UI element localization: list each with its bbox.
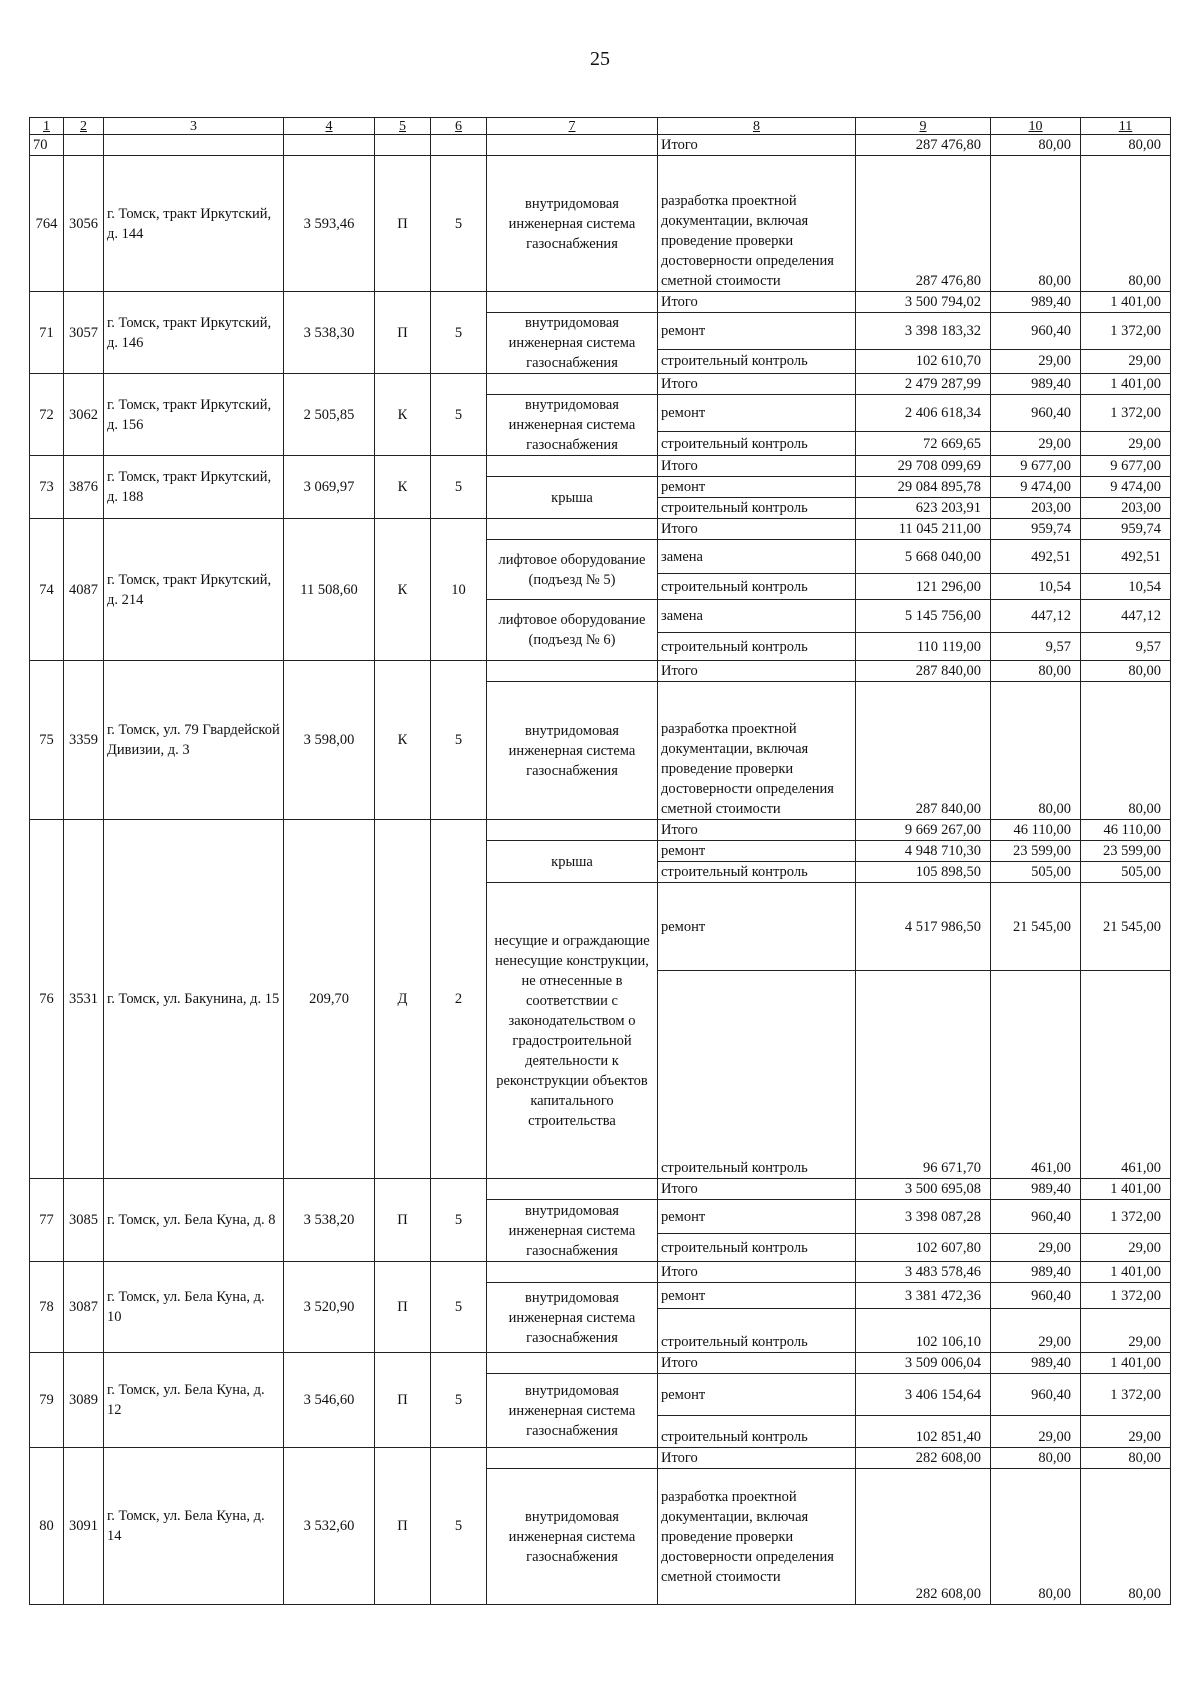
cost-limit: 29,00 bbox=[1081, 1416, 1171, 1448]
house-type: К bbox=[375, 456, 431, 519]
house-type: П bbox=[375, 1448, 431, 1605]
cost: 623 203,91 bbox=[856, 498, 991, 519]
cost-limit: 959,74 bbox=[1081, 519, 1171, 540]
cost-per-m2: 960,40 bbox=[991, 395, 1081, 432]
table-row bbox=[30, 1179, 1171, 1200]
table-row bbox=[30, 1262, 1171, 1283]
cost: 102 106,10 bbox=[856, 1309, 991, 1353]
work-type: строительный контроль bbox=[658, 1309, 856, 1353]
cost: 3 500 695,08 bbox=[856, 1179, 991, 1200]
work-type: Итого bbox=[658, 374, 856, 395]
area: 2 505,85 bbox=[284, 374, 375, 456]
house-id: 3089 bbox=[64, 1353, 104, 1448]
cost-limit: 505,00 bbox=[1081, 862, 1171, 883]
house-type bbox=[375, 135, 431, 156]
cost-limit: 80,00 bbox=[1081, 1448, 1171, 1469]
address: г. Томск, ул. Бела Куна, д. 8 bbox=[104, 1179, 284, 1262]
cost: 287 476,80 bbox=[856, 135, 991, 156]
cost-per-m2: 29,00 bbox=[991, 1234, 1081, 1262]
cost: 4 948 710,30 bbox=[856, 841, 991, 862]
cost-per-m2: 461,00 bbox=[991, 971, 1081, 1179]
table-row bbox=[30, 1353, 1171, 1374]
area: 3 538,20 bbox=[284, 1179, 375, 1262]
cost-limit: 1 401,00 bbox=[1081, 374, 1171, 395]
cost: 29 084 895,78 bbox=[856, 477, 991, 498]
header-cell: 9 bbox=[856, 118, 991, 135]
element-cell: внутридомовая инженерная система газоснабжения bbox=[487, 1469, 658, 1605]
address: г. Томск, ул. Бела Куна, д. 10 bbox=[104, 1262, 284, 1353]
work-type: Итого bbox=[658, 820, 856, 841]
cost-limit: 1 372,00 bbox=[1081, 1200, 1171, 1234]
area: 3 598,00 bbox=[284, 661, 375, 820]
house-type: П bbox=[375, 292, 431, 374]
capital-repair-table bbox=[29, 117, 1171, 1605]
cost-limit: 9 474,00 bbox=[1081, 477, 1171, 498]
work-type: разработка проектной документации, включая проведение проверки достоверности определения сметной стоимости bbox=[658, 682, 856, 820]
table-row bbox=[30, 456, 1171, 477]
work-type: Итого bbox=[658, 456, 856, 477]
row-number: 75 bbox=[30, 661, 64, 820]
cost: 3 398 183,32 bbox=[856, 313, 991, 350]
cost-per-m2: 9,57 bbox=[991, 633, 1081, 661]
house-id: 3056 bbox=[64, 156, 104, 292]
cost-limit: 80,00 bbox=[1081, 156, 1171, 292]
house-type: П bbox=[375, 1353, 431, 1448]
cost: 2 479 287,99 bbox=[856, 374, 991, 395]
cost-per-m2: 29,00 bbox=[991, 349, 1081, 373]
cost-limit: 21 545,00 bbox=[1081, 883, 1171, 971]
header-cell: 3 bbox=[104, 118, 284, 135]
work-type: ремонт bbox=[658, 477, 856, 498]
cost-limit: 46 110,00 bbox=[1081, 820, 1171, 841]
floors: 5 bbox=[431, 661, 487, 820]
cost-limit: 447,12 bbox=[1081, 600, 1171, 633]
house-id: 3057 bbox=[64, 292, 104, 374]
work-type: строительный контроль bbox=[658, 1234, 856, 1262]
header-cell: 2 bbox=[64, 118, 104, 135]
cost: 287 476,80 bbox=[856, 156, 991, 292]
cost: 5 668 040,00 bbox=[856, 540, 991, 574]
floors: 5 bbox=[431, 1262, 487, 1353]
cost-limit: 1 401,00 bbox=[1081, 1262, 1171, 1283]
house-id: 3062 bbox=[64, 374, 104, 456]
work-type: строительный контроль bbox=[658, 349, 856, 373]
house-type: К bbox=[375, 661, 431, 820]
work-type: ремонт bbox=[658, 841, 856, 862]
cost: 102 851,40 bbox=[856, 1416, 991, 1448]
cost: 72 669,65 bbox=[856, 432, 991, 456]
cost-per-m2: 23 599,00 bbox=[991, 841, 1081, 862]
cost: 4 517 986,50 bbox=[856, 883, 991, 971]
cost-per-m2: 960,40 bbox=[991, 1200, 1081, 1234]
house-id: 3531 bbox=[64, 820, 104, 1179]
cost-per-m2: 989,40 bbox=[991, 292, 1081, 313]
element-cell: внутридомовая инженерная система газоснабжения bbox=[487, 682, 658, 820]
row-number: 76 bbox=[30, 820, 64, 1179]
header-cell: 7 bbox=[487, 118, 658, 135]
floors: 5 bbox=[431, 1353, 487, 1448]
work-type: Итого bbox=[658, 1262, 856, 1283]
address: г. Томск, тракт Иркутский, д. 156 bbox=[104, 374, 284, 456]
cost-per-m2: 989,40 bbox=[991, 1353, 1081, 1374]
cost: 110 119,00 bbox=[856, 633, 991, 661]
address: г. Томск, тракт Иркутский, д. 214 bbox=[104, 519, 284, 661]
work-type: строительный контроль bbox=[658, 862, 856, 883]
area: 209,70 bbox=[284, 820, 375, 1179]
table-row bbox=[30, 374, 1171, 395]
cost: 3 483 578,46 bbox=[856, 1262, 991, 1283]
cost: 121 296,00 bbox=[856, 574, 991, 600]
element-cell: внутридомовая инженерная система газоснабжения bbox=[487, 1374, 658, 1448]
cost-limit: 1 401,00 bbox=[1081, 1179, 1171, 1200]
cost-limit: 1 372,00 bbox=[1081, 1374, 1171, 1416]
cost-per-m2: 80,00 bbox=[991, 682, 1081, 820]
cost-per-m2: 80,00 bbox=[991, 1448, 1081, 1469]
element-cell bbox=[487, 292, 658, 313]
area: 11 508,60 bbox=[284, 519, 375, 661]
work-type: ремонт bbox=[658, 1283, 856, 1309]
work-type: строительный контроль bbox=[658, 498, 856, 519]
work-type: ремонт bbox=[658, 395, 856, 432]
element-cell bbox=[487, 661, 658, 682]
cost: 105 898,50 bbox=[856, 862, 991, 883]
work-type: разработка проектной документации, включая проведение проверки достоверности определения сметной стоимости bbox=[658, 1469, 856, 1605]
cost-per-m2: 9 677,00 bbox=[991, 456, 1081, 477]
element-cell: внутридомовая инженерная система газоснабжения bbox=[487, 1200, 658, 1262]
header-cell: 1 bbox=[30, 118, 64, 135]
cost-per-m2: 9 474,00 bbox=[991, 477, 1081, 498]
cost-limit: 1 401,00 bbox=[1081, 292, 1171, 313]
cost-per-m2: 505,00 bbox=[991, 862, 1081, 883]
cost: 2 406 618,34 bbox=[856, 395, 991, 432]
cost: 3 500 794,02 bbox=[856, 292, 991, 313]
area: 3 546,60 bbox=[284, 1353, 375, 1448]
element-cell bbox=[487, 1179, 658, 1200]
cost: 282 608,00 bbox=[856, 1448, 991, 1469]
cost-limit: 29,00 bbox=[1081, 432, 1171, 456]
house-type: К bbox=[375, 519, 431, 661]
cost-per-m2: 960,40 bbox=[991, 313, 1081, 350]
element-cell: лифтовое оборудование (подъезд № 5) bbox=[487, 540, 658, 600]
page-number: 25 bbox=[590, 48, 610, 70]
cost: 287 840,00 bbox=[856, 682, 991, 820]
address: г. Томск, ул. 79 Гвардейской Дивизии, д. 3 bbox=[104, 661, 284, 820]
header-row bbox=[30, 118, 1171, 135]
cost: 3 381 472,36 bbox=[856, 1283, 991, 1309]
work-type: строительный контроль bbox=[658, 633, 856, 661]
house-id: 3359 bbox=[64, 661, 104, 820]
cost-per-m2: 46 110,00 bbox=[991, 820, 1081, 841]
house-type: К bbox=[375, 374, 431, 456]
table-row bbox=[30, 292, 1171, 313]
element-cell: внутридомовая инженерная система газоснабжения bbox=[487, 395, 658, 456]
cost-per-m2: 29,00 bbox=[991, 1416, 1081, 1448]
house-type: Д bbox=[375, 820, 431, 1179]
row-number: 74 bbox=[30, 519, 64, 661]
table-row bbox=[30, 820, 1171, 841]
cost-per-m2: 80,00 bbox=[991, 135, 1081, 156]
element-cell: лифтовое оборудование (подъезд № 6) bbox=[487, 600, 658, 661]
address: г. Томск, ул. Бела Куна, д. 12 bbox=[104, 1353, 284, 1448]
area: 3 069,97 bbox=[284, 456, 375, 519]
element-cell: внутридомовая инженерная система газоснабжения bbox=[487, 1283, 658, 1353]
work-type: ремонт bbox=[658, 1374, 856, 1416]
row-number: 80 bbox=[30, 1448, 64, 1605]
cost-per-m2: 29,00 bbox=[991, 432, 1081, 456]
cost: 102 610,70 bbox=[856, 349, 991, 373]
header-cell: 6 bbox=[431, 118, 487, 135]
work-type: строительный контроль bbox=[658, 971, 856, 1179]
cost-per-m2: 10,54 bbox=[991, 574, 1081, 600]
work-type: Итого bbox=[658, 519, 856, 540]
cost-per-m2: 203,00 bbox=[991, 498, 1081, 519]
cost: 3 398 087,28 bbox=[856, 1200, 991, 1234]
floors: 5 bbox=[431, 292, 487, 374]
floors: 5 bbox=[431, 1179, 487, 1262]
area: 3 532,60 bbox=[284, 1448, 375, 1605]
cost-limit: 1 401,00 bbox=[1081, 1353, 1171, 1374]
cost-per-m2: 960,40 bbox=[991, 1283, 1081, 1309]
cost: 102 607,80 bbox=[856, 1234, 991, 1262]
cost-per-m2: 989,40 bbox=[991, 1179, 1081, 1200]
header-cell: 8 bbox=[658, 118, 856, 135]
cost-limit: 29,00 bbox=[1081, 349, 1171, 373]
table-row bbox=[30, 519, 1171, 540]
house-id: 4087 bbox=[64, 519, 104, 661]
address: г. Томск, ул. Бакунина, д. 15 bbox=[104, 820, 284, 1179]
element-cell: внутридомовая инженерная система газоснабжения bbox=[487, 156, 658, 292]
cost: 5 145 756,00 bbox=[856, 600, 991, 633]
house-id: 3091 bbox=[64, 1448, 104, 1605]
address bbox=[104, 135, 284, 156]
cost-per-m2: 989,40 bbox=[991, 1262, 1081, 1283]
cost-limit: 9,57 bbox=[1081, 633, 1171, 661]
address: г. Томск, ул. Бела Куна, д. 14 bbox=[104, 1448, 284, 1605]
cost-per-m2: 80,00 bbox=[991, 1469, 1081, 1605]
element-cell bbox=[487, 519, 658, 540]
element-cell: крыша bbox=[487, 477, 658, 519]
cost: 3 509 006,04 bbox=[856, 1353, 991, 1374]
work-type: ремонт bbox=[658, 313, 856, 350]
row-number: 71 bbox=[30, 292, 64, 374]
element-cell bbox=[487, 1262, 658, 1283]
work-type: строительный контроль bbox=[658, 574, 856, 600]
house-id bbox=[64, 135, 104, 156]
work-type: ремонт bbox=[658, 1200, 856, 1234]
row-number: 77 bbox=[30, 1179, 64, 1262]
cost: 9 669 267,00 bbox=[856, 820, 991, 841]
floors: 5 bbox=[431, 456, 487, 519]
work-type: Итого bbox=[658, 292, 856, 313]
work-type: Итого bbox=[658, 1353, 856, 1374]
cost-limit: 492,51 bbox=[1081, 540, 1171, 574]
cost-limit: 29,00 bbox=[1081, 1234, 1171, 1262]
header-cell: 10 bbox=[991, 118, 1081, 135]
row-number: 73 bbox=[30, 456, 64, 519]
element-cell bbox=[487, 374, 658, 395]
house-id: 3876 bbox=[64, 456, 104, 519]
cost-limit: 461,00 bbox=[1081, 971, 1171, 1179]
header-cell: 11 bbox=[1081, 118, 1171, 135]
work-type: Итого bbox=[658, 135, 856, 156]
area: 3 538,30 bbox=[284, 292, 375, 374]
table-row bbox=[30, 156, 1171, 292]
row-number: 78 bbox=[30, 1262, 64, 1353]
work-type: ремонт bbox=[658, 883, 856, 971]
cost: 96 671,70 bbox=[856, 971, 991, 1179]
cost-per-m2: 21 545,00 bbox=[991, 883, 1081, 971]
house-id: 3087 bbox=[64, 1262, 104, 1353]
cost-limit: 80,00 bbox=[1081, 661, 1171, 682]
cost-per-m2: 29,00 bbox=[991, 1309, 1081, 1353]
address: г. Томск, тракт Иркутский, д. 146 bbox=[104, 292, 284, 374]
address: г. Томск, тракт Иркутский, д. 188 bbox=[104, 456, 284, 519]
work-type: строительный контроль bbox=[658, 432, 856, 456]
floors: 5 bbox=[431, 374, 487, 456]
floors: 10 bbox=[431, 519, 487, 661]
cost-limit: 10,54 bbox=[1081, 574, 1171, 600]
house-type: П bbox=[375, 1179, 431, 1262]
cost-limit: 203,00 bbox=[1081, 498, 1171, 519]
table-row bbox=[30, 661, 1171, 682]
cost-per-m2: 80,00 bbox=[991, 661, 1081, 682]
work-type: разработка проектной документации, включая проведение проверки достоверности определения сметной стоимости bbox=[658, 156, 856, 292]
cost-limit: 80,00 bbox=[1081, 1469, 1171, 1605]
area: 3 520,90 bbox=[284, 1262, 375, 1353]
floors: 2 bbox=[431, 820, 487, 1179]
floors: 5 bbox=[431, 156, 487, 292]
house-type: П bbox=[375, 1262, 431, 1353]
element-cell bbox=[487, 1448, 658, 1469]
floors bbox=[431, 135, 487, 156]
cost-limit: 80,00 bbox=[1081, 682, 1171, 820]
work-type: Итого bbox=[658, 661, 856, 682]
header-cell: 5 bbox=[375, 118, 431, 135]
work-type: замена bbox=[658, 600, 856, 633]
work-type: Итого bbox=[658, 1179, 856, 1200]
element-cell bbox=[487, 456, 658, 477]
table-row bbox=[30, 135, 1171, 156]
cost: 287 840,00 bbox=[856, 661, 991, 682]
row-number: 72 bbox=[30, 374, 64, 456]
element-cell bbox=[487, 135, 658, 156]
area bbox=[284, 135, 375, 156]
cost-per-m2: 959,74 bbox=[991, 519, 1081, 540]
cost: 3 406 154,64 bbox=[856, 1374, 991, 1416]
row-number: 764 bbox=[30, 156, 64, 292]
cost-limit: 9 677,00 bbox=[1081, 456, 1171, 477]
element-cell: внутридомовая инженерная система газоснабжения bbox=[487, 313, 658, 374]
house-id: 3085 bbox=[64, 1179, 104, 1262]
cost-per-m2: 492,51 bbox=[991, 540, 1081, 574]
row-number: 79 bbox=[30, 1353, 64, 1448]
work-type: строительный контроль bbox=[658, 1416, 856, 1448]
house-type: П bbox=[375, 156, 431, 292]
cost-limit: 1 372,00 bbox=[1081, 395, 1171, 432]
cost-limit: 23 599,00 bbox=[1081, 841, 1171, 862]
cost-limit: 1 372,00 bbox=[1081, 313, 1171, 350]
floors: 5 bbox=[431, 1448, 487, 1605]
row-number: 70 bbox=[30, 135, 64, 156]
element-cell bbox=[487, 820, 658, 841]
cost-per-m2: 447,12 bbox=[991, 600, 1081, 633]
element-cell: несущие и ограждающие ненесущие конструкции, не отнесенные в соответствии с законодательством о градостроительной деятельности к реконструкции объектов капитального строительства bbox=[487, 883, 658, 1179]
work-type: Итого bbox=[658, 1448, 856, 1469]
header-cell: 4 bbox=[284, 118, 375, 135]
cost-per-m2: 960,40 bbox=[991, 1374, 1081, 1416]
element-cell bbox=[487, 1353, 658, 1374]
address: г. Томск, тракт Иркутский, д. 144 bbox=[104, 156, 284, 292]
table-row bbox=[30, 1448, 1171, 1469]
cost: 29 708 099,69 bbox=[856, 456, 991, 477]
cost: 11 045 211,00 bbox=[856, 519, 991, 540]
element-cell: крыша bbox=[487, 841, 658, 883]
cost-per-m2: 989,40 bbox=[991, 374, 1081, 395]
cost-limit: 80,00 bbox=[1081, 135, 1171, 156]
cost-limit: 1 372,00 bbox=[1081, 1283, 1171, 1309]
cost-per-m2: 80,00 bbox=[991, 156, 1081, 292]
work-type: замена bbox=[658, 540, 856, 574]
cost-limit: 29,00 bbox=[1081, 1309, 1171, 1353]
cost: 282 608,00 bbox=[856, 1469, 991, 1605]
area: 3 593,46 bbox=[284, 156, 375, 292]
